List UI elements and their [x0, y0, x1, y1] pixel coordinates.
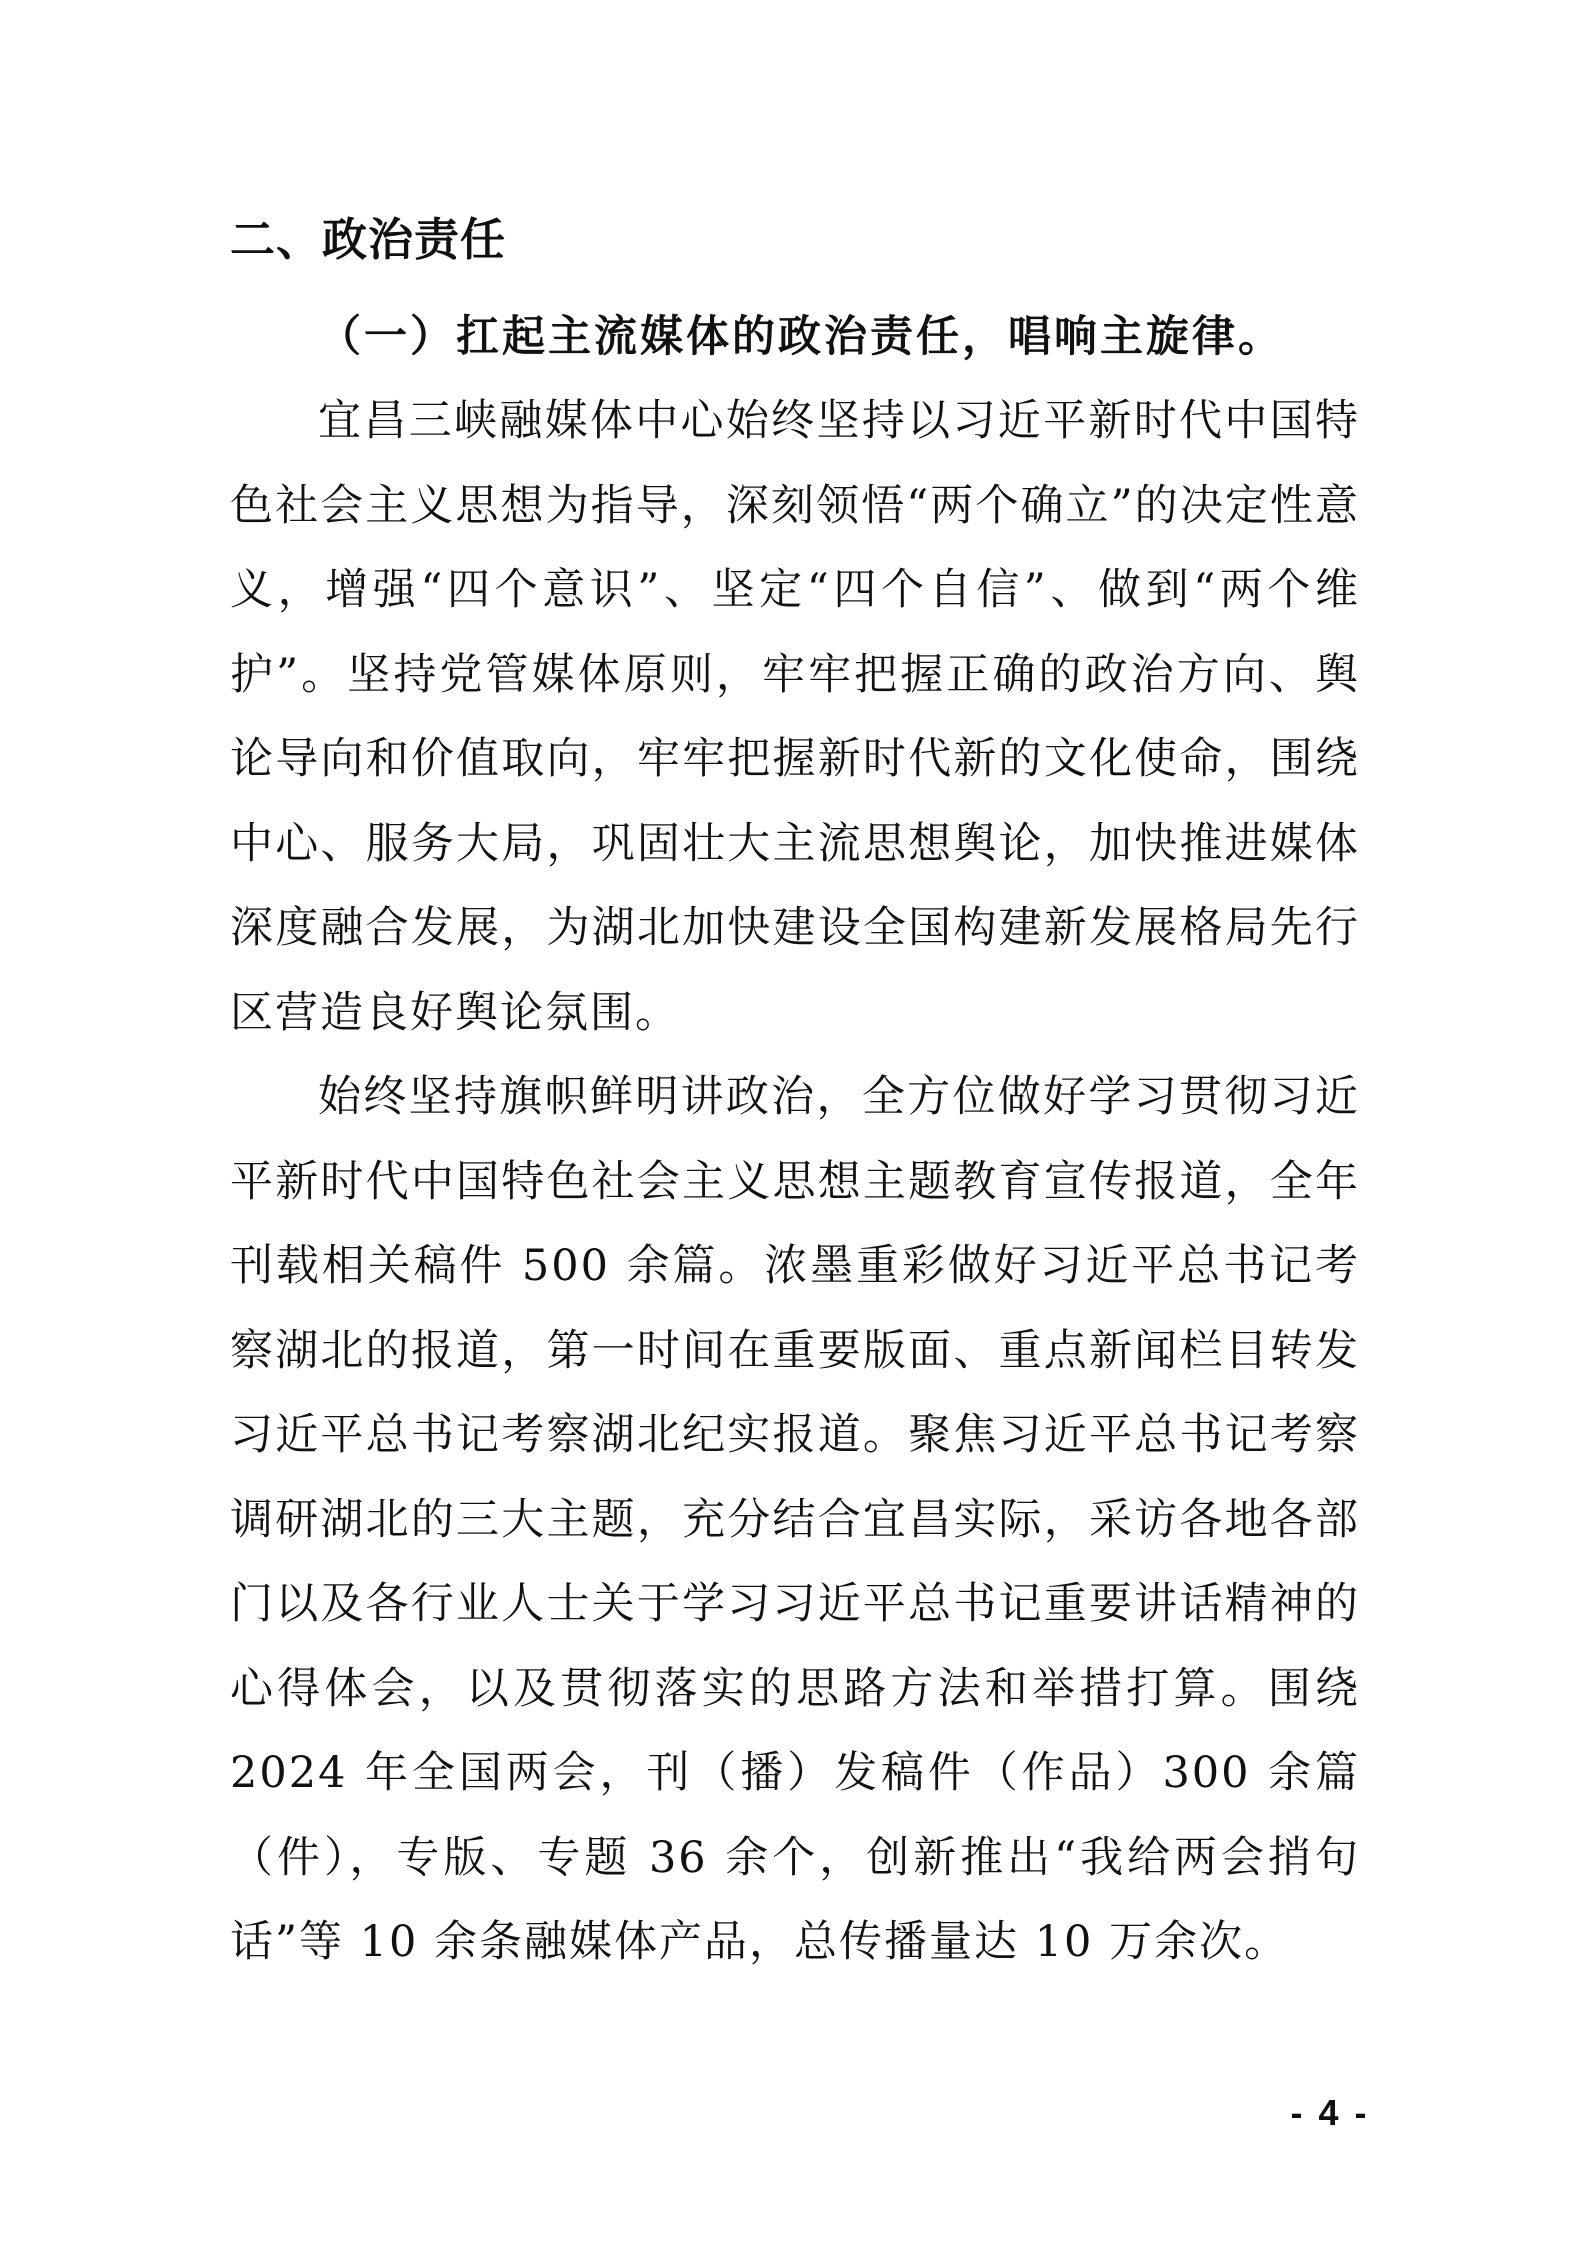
- subsection-heading: （一）扛起主流媒体的政治责任，唱响主旋律。: [318, 312, 1284, 362]
- section-heading: 二、政治责任: [230, 213, 507, 266]
- body-paragraph-2: 始终坚持旗帜鲜明讲政治，全方位做好学习贯彻习近平新时代中国特色社会主义思想主题教育宣传报道，全年刊载相关稿件 500 余篇。浓墨重彩做好习近平总书记考察湖北的报道，第一时间在重要版面、重点新闻栏目转发习近平总书记考察湖北纪实报道。聚焦习近平总书记考察调研湖北的三大主题，充分结合宜昌实际，采访各地各部门以及各行业人士关于学习习近平总书记重要讲话精神的心得体会，以及贯彻落实的思路方法和举措打算。围绕 2024 年全国两会，刊（播）发稿件（作品）300 余篇（件），专版、专题 36 余个，创新推出“我给两会捎句话”等 10 余条融媒体产品，总传播量达 10 万余次。: [230, 1072, 1360, 1967]
- page-number: - 4 -: [1290, 2092, 1370, 2133]
- page-content: [230, 208, 1360, 1985]
- body-paragraph-1: 宜昌三峡融媒体中心始终坚持以习近平新时代中国特色社会主义思想为指导，深刻领悟“两个确立”的决定性意义，增强“四个意识”、坚定“四个自信”、做到“两个维护”。坚持党管媒体原则，牢牢把握正确的政治方向、舆论导向和价值取向，牢牢把握新时代新的文化使命，围绕中心、服务大局，巩固壮大主流思想舆论，加快推进媒体深度融合发展，为湖北加快建设全国构建新发展格局先行区营造良好舆论氛围。: [230, 396, 1360, 1038]
